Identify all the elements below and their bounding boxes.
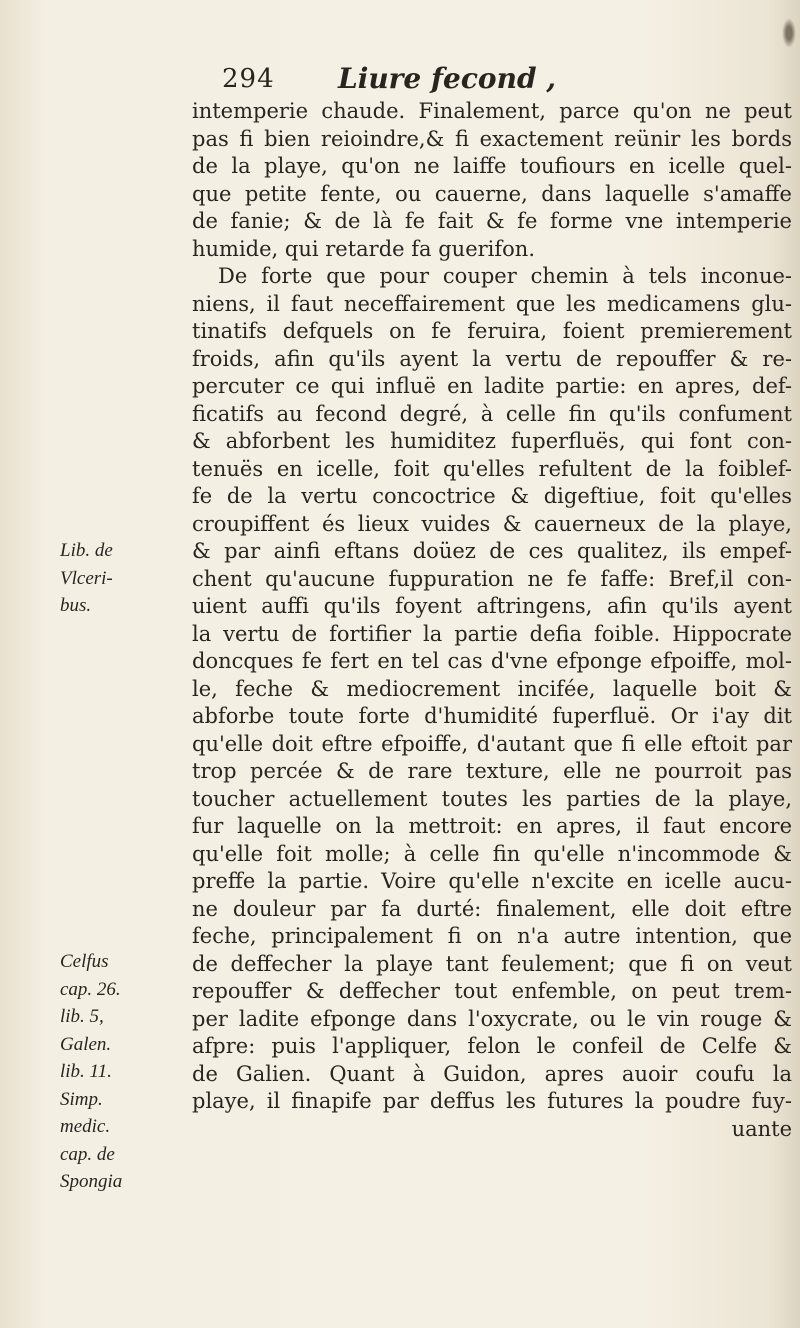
margin-note-line: Simp. [60,1088,103,1110]
text-line: De forte que pour couper chemin à tels inconue- [218,264,792,288]
margin-note-line: lib. 11. [60,1061,112,1082]
text-line: froids, afin qu'ils ayent la vertu de repouffer & re- [192,346,792,371]
margin-note-line: Spongia [60,1171,123,1192]
text-line: doncques fe fert en tel cas d'vne efponge efpoiffe, mol- [192,649,792,673]
text-line: le, feche & mediocrement incifée, laquelle boit & [192,676,792,701]
text-line: abforbe toute forte d'humidité fuperfluë. Or i'ay dit [192,704,792,728]
text-line: ficatifs au fecond degré, à celle fin qu'ils confument [192,401,792,426]
text-line: & par ainfi eftans doüez de ces qualitez, ils empef- [192,539,792,563]
text-line: humide, qui retarde fa guerifon. [192,236,536,261]
margin-note-line: Vlceri- [60,567,113,589]
text-line: de deffecher la playe tant feulement; que fi on veut [192,951,792,976]
text-line: fur laquelle on la mettroit: en apres, il faut encore [192,814,792,838]
text-line: repouffer & deffecher tout enfemble, on peut trem- [192,979,792,1003]
catchword: uante [731,1116,792,1141]
text-line: & abforbent les humiditez fuperfluës, qui font con- [192,429,792,453]
text-line: pas fi bien reioindre,& fi exactement reünir les bords [192,126,792,151]
margin-note-line: Celfus [60,951,109,972]
text-line: de la playe, qu'on ne laiffe toufiours en icelle quel- [192,154,792,178]
text-line: afpre: puis l'appliquer, felon le confeil de Celfe & [192,1034,792,1058]
text-line: de fanie; & de là fe fait & fe forme vne intemperie [192,209,792,233]
margin-note-line: Lib. de [60,540,113,561]
margin-note-line: Galen. [60,1033,112,1055]
margin-note-line: medic. [60,1116,111,1137]
running-title: Liure fecond , [338,62,557,95]
page-header [0,62,800,102]
text-line: percuter ce qui influë en ladite partie: en apres, def- [192,374,792,398]
ink-smudge [782,18,796,48]
text-line: qu'elle doit eftre efpoiffe, d'autant que fi elle eftoit par [192,731,792,756]
text-line: chent qu'aucune fuppuration ne fe faffe: Bref,il con- [192,566,792,591]
text-line: per ladite efponge dans l'oxycrate, ou le vin rouge & [192,1006,792,1031]
page-number: 294 [222,64,275,94]
text-line: de Galien. Quant à Guidon, apres auoir coufu la [192,1061,792,1086]
text-line: que petite fente, ou cauerne, dans laquelle s'amaffe [192,181,792,206]
text-line: playe, il finapife par deffus les futures la poudre fuy- [192,1089,792,1113]
body-text [192,98,792,1143]
margin-note-line: cap. de [60,1143,115,1165]
text-line: trop percée & de rare texture, elle ne pourroit pas [192,759,792,783]
text-line: intemperie chaude. Finalement, parce qu'on ne peut [192,99,792,123]
text-line: uient auffi qu'ils foyent aftringens, afin qu'ils ayent [192,594,792,618]
text-line: preffe la partie. Voire qu'elle n'excite en icelle aucu- [192,869,792,893]
text-line: ne douleur par fa durté: finalement, elle doit eftre [192,896,792,921]
text-line: feche, principalement fi on n'a autre intention, que [192,924,792,948]
text-line: tenuës en icelle, foit qu'elles refultent de la foiblef- [192,456,792,481]
text-line: croupiffent és lieux vuides & cauerneux de la playe, [192,511,792,536]
margin-note-lib-de-vlceribus [60,537,190,620]
text-line: la vertu de fortifier la partie defia foible. Hippocrate [192,621,792,646]
margin-note-line: lib. 5, [60,1006,104,1027]
margin-note-line: bus. [60,595,92,616]
text-line: tinatifs defquels on fe feruira, foient premierement [192,319,792,343]
text-line: niens, il faut neceffairement que les medicamens glu- [192,291,792,316]
text-line: qu'elle foit molle; à celle fin qu'elle n'incommode & [192,841,792,866]
text-line: fe de la vertu concoctrice & digeftiue, foit qu'elles [192,484,792,508]
margin-note-celfus-galen [60,948,190,1196]
text-line: toucher actuellement toutes les parties de la playe, [192,786,792,811]
margin-note-line: cap. 26. [60,978,121,1000]
